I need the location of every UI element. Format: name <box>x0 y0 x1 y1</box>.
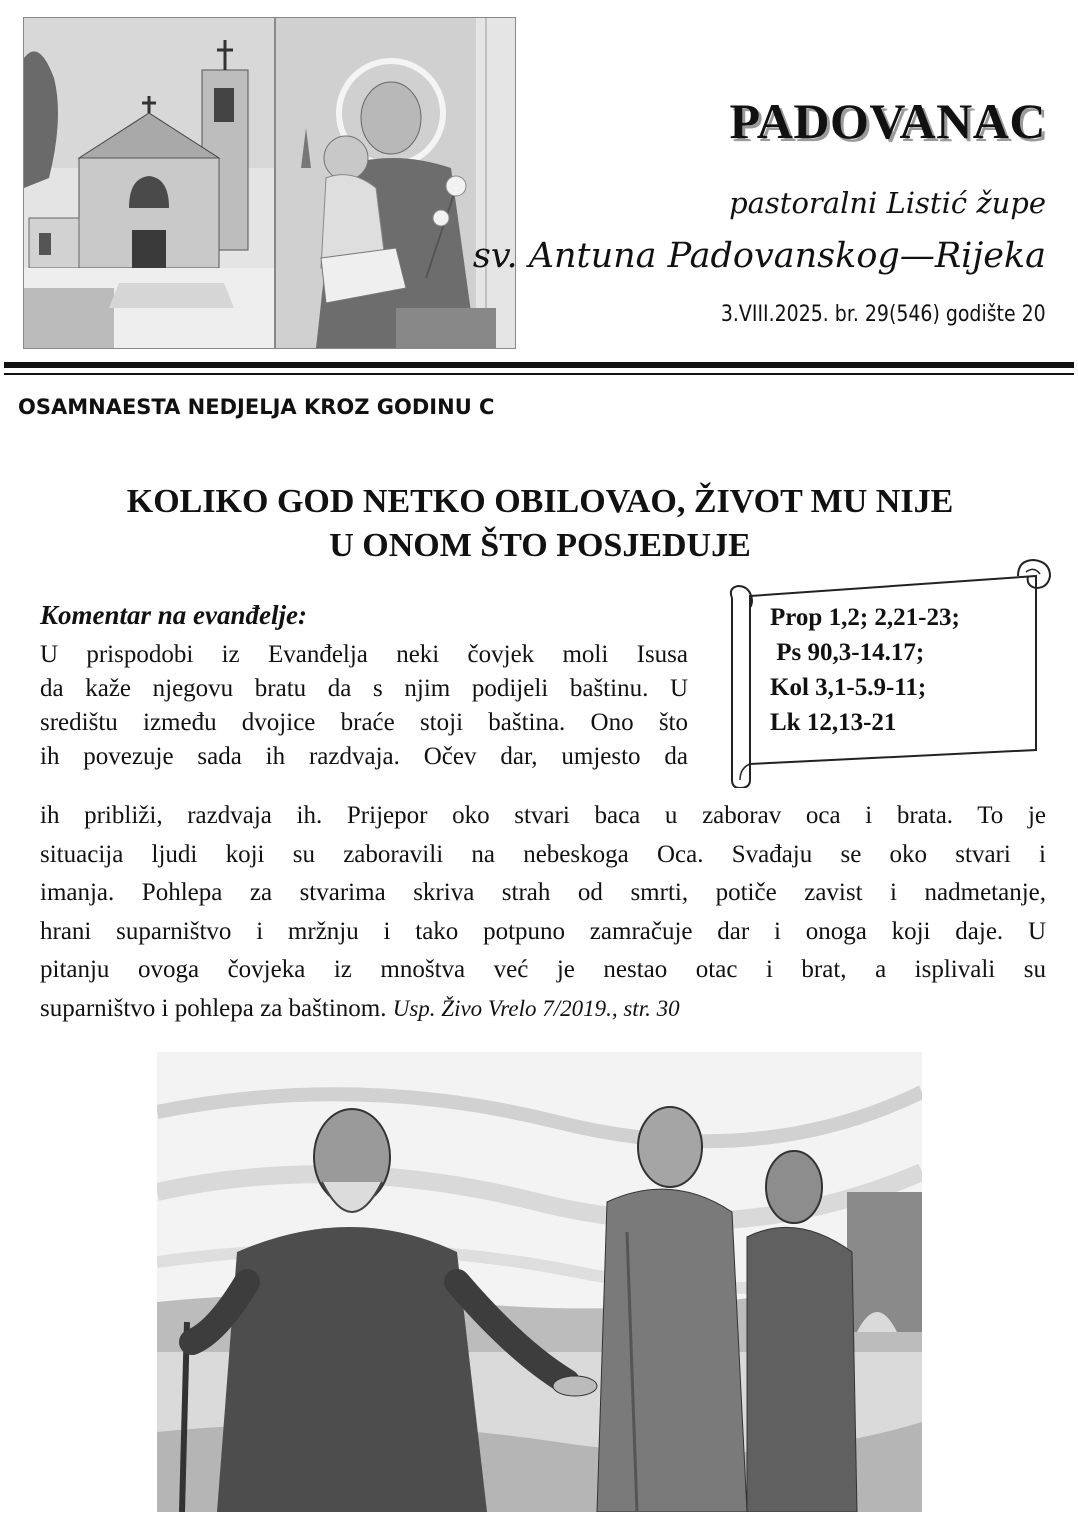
text-line: situacija ljudi koji su zaboravili na nebeskoga Oca. Svađaju se oko stvari i <box>40 840 1046 868</box>
text-line: da kaže njegovu bratu da s njim podijeli baštinu. U <box>40 675 688 702</box>
reading-ref: Ps 90,3-14.17; <box>770 639 925 666</box>
text-line: hrani suparništvo i mržnju i tako potpuno zamračuje dar i onoga koji daje. U <box>40 917 1046 945</box>
newsletter-title: PADOVANAC <box>729 93 1046 149</box>
church-photo <box>23 17 275 349</box>
issue-info: 3.VIII.2025. br. 29(546) godište 20 <box>721 302 1046 327</box>
text-line: pitanju ovoga čovjeka iz mnoštva već je nestao otac i brat, a isplivali su <box>40 956 1046 983</box>
commentary-column-text <box>40 638 688 774</box>
article-title <box>40 480 1040 568</box>
reading-ref: Kol 3,1-5.9-11; <box>770 674 927 701</box>
parish-name: sv. Antuna Padovanskog—Rijeka <box>472 236 1046 276</box>
saint-anthony-image <box>275 17 516 349</box>
article-title-line: U ONOM ŠTO POSJEDUJE <box>329 527 751 564</box>
newsletter-subtitle: pastoralni Listić župe <box>729 186 1046 220</box>
text-line: ih povezuje sada ih razdvaja. Očev dar, umjesto da <box>40 743 688 770</box>
text-line: ih približi, razdvaja ih. Prijepor oko stvari baca u zaborav oca i brata. To je <box>40 802 1046 829</box>
text-line-last <box>40 990 1046 1029</box>
source-citation: Usp. Živo Vrelo 7/2019., str. 30 <box>392 995 680 1021</box>
liturgical-sunday-label: OSAMNAESTA NEDJELJA KROZ GODINU C <box>18 395 495 419</box>
commentary-full-text <box>40 797 1046 1028</box>
article-title-line: KOLIKO GOD NETKO OBILOVAO, ŽIVOT MU NIJE <box>126 483 954 520</box>
text-line: središtu između dvojice braće stoji baština. Ono što <box>40 709 688 736</box>
reading-ref: Prop 1,2; 2,21-23; <box>770 604 960 631</box>
scripture-readings <box>770 600 960 740</box>
parable-illustration <box>157 1052 922 1512</box>
header-divider-thin <box>4 373 1074 375</box>
text-line: U prispodobi iz Evanđelja neki čovjek moli Isusa <box>40 641 688 668</box>
reading-ref: Lk 12,13-21 <box>770 709 897 736</box>
header-divider-thick <box>4 362 1074 368</box>
text-line: imanja. Pohlepa za stvarima skriva strah od smrti, potiče zavist i nadmetanje, <box>40 879 1046 906</box>
text-line: suparništvo i pohlepa za baštinom. <box>40 994 387 1022</box>
commentary-heading: Komentar na evanđelje: <box>40 600 307 630</box>
